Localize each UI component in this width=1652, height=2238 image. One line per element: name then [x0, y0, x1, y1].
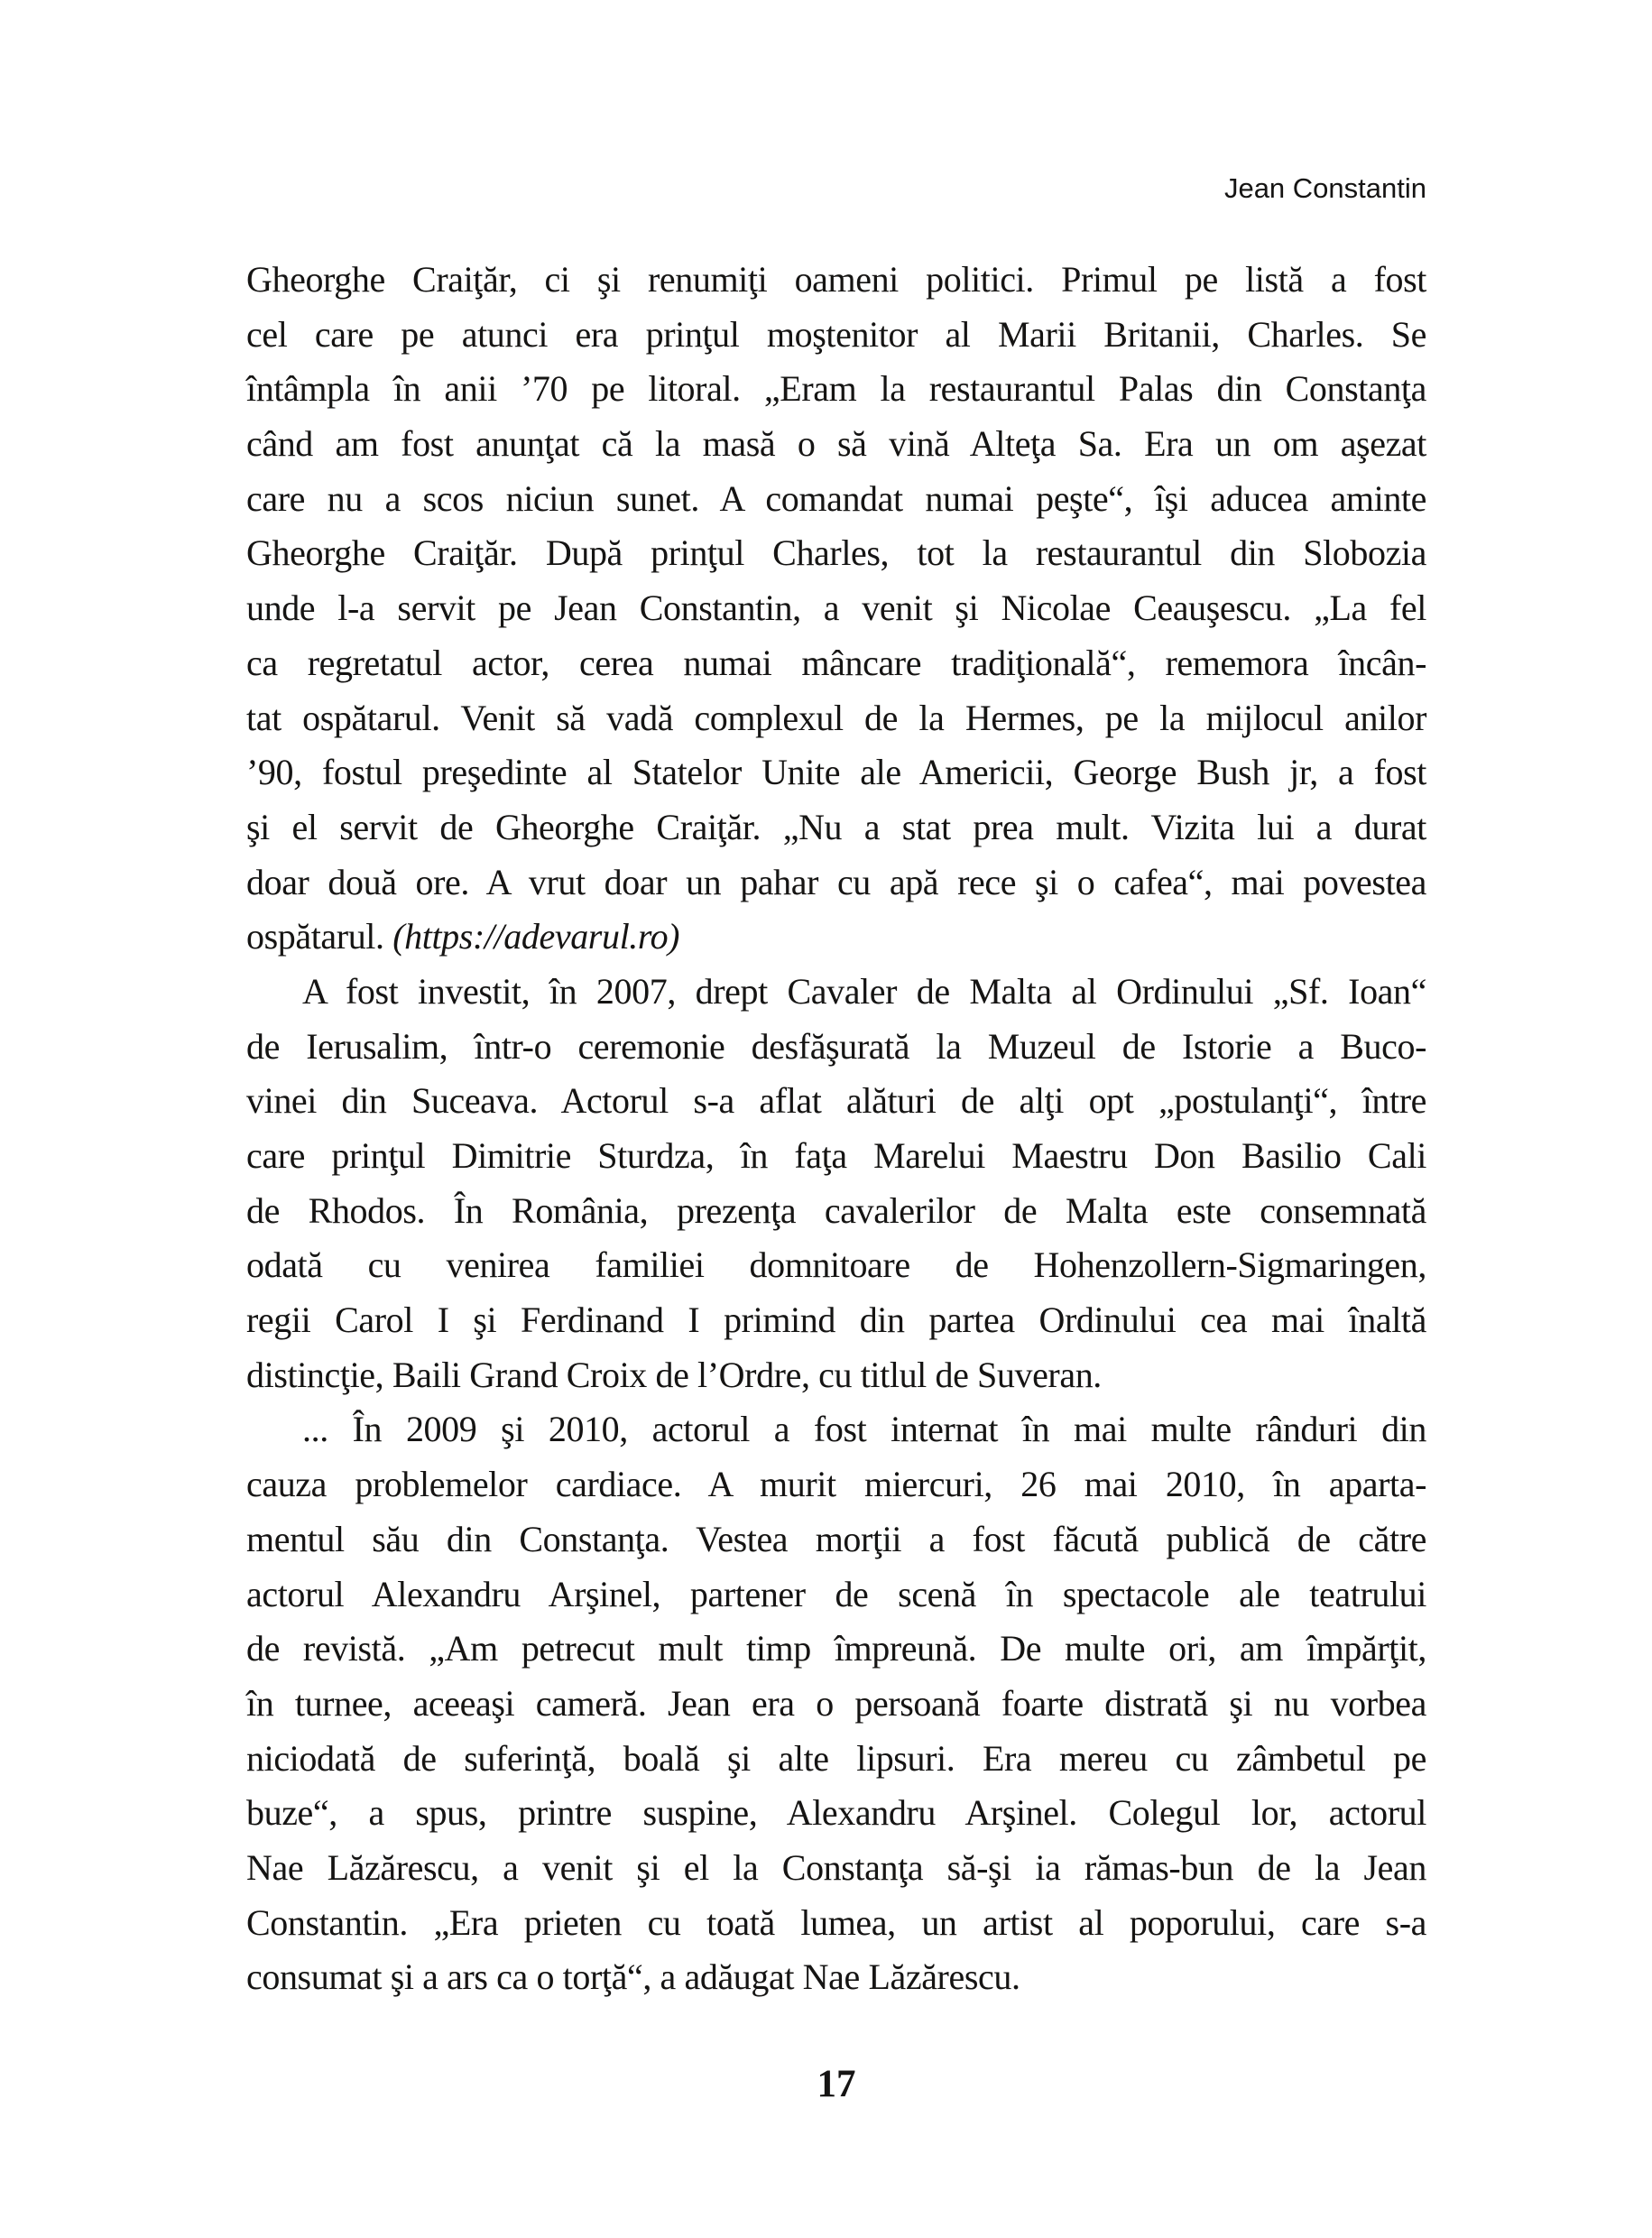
text-line: şi el servit de Gheorghe Craiţăr. „Nu a stat prea mult. Vizita lui a durat [246, 806, 1426, 847]
text-line: actorul Alexandru Arşinel, partener de scenă în spectacole ale teatrului [246, 1573, 1426, 1614]
text-line: distincţie, Baili Grand Croix de l’Ordre, cu titlul de Suveran. [246, 1354, 1102, 1395]
source-url-text: (https://adevarul.ro) [392, 916, 680, 957]
text-line: ... În 2009 şi 2010, actorul a fost internat în mai multe rânduri din [302, 1409, 1426, 1450]
page-number: 17 [817, 2063, 856, 2105]
text-line: de Ierusalim, într-o ceremonie desfăşurată la Muzeul de Istorie a Buco- [246, 1025, 1426, 1067]
text-line: cel care pe atunci era prinţul moştenitor al Marii Britanii, Charles. Se [246, 313, 1426, 355]
text-line: Nae Lăzărescu, a venit şi el la Constanţa să-şi ia rămas-bun de la Jean [246, 1846, 1426, 1888]
text-line: Gheorghe Craiţăr, ci şi renumiţi oameni politici. Primul pe listă a fost [246, 259, 1426, 300]
text-line: ’90, fostul preşedinte al Statelor Unite ale Americii, George Bush jr, a fost [246, 752, 1426, 793]
text-line-prefix: ospătarul. [246, 916, 393, 957]
text-line: tat ospătarul. Venit să vadă complexul de la Hermes, pe la mijlocul anilor [246, 697, 1426, 738]
text-line: consumat şi a ars ca o torţă“, a adăugat Nae Lăzărescu. [246, 1956, 1020, 1998]
text-line: care nu a scos niciun sunet. A comandat numai peşte“, îşi aducea aminte [246, 477, 1426, 519]
text-line: în turnee, aceeaşi cameră. Jean era o persoană foarte distrată şi nu vorbea [246, 1682, 1426, 1724]
text-line: niciodată de suferinţă, boală şi alte lipsuri. Era mereu cu zâmbetul pe [246, 1737, 1426, 1779]
running-header: Jean Constantin [1223, 172, 1426, 204]
text-line: întâmpla în anii ’70 pe litoral. „Eram la restaurantul Palas din Constanţa [246, 368, 1426, 410]
text-line: Gheorghe Craiţăr. După prinţul Charles, tot la restaurantul din Slobozia [246, 532, 1426, 574]
body-text [246, 253, 1426, 2005]
text-line: când am fost anunţat că la masă o să vină Alteţa Sa. Era un om aşezat [246, 423, 1426, 465]
text-line: doar două ore. A vrut doar un pahar cu apă rece şi o cafea“, mai povestea [246, 861, 1426, 902]
text-line [246, 910, 1426, 965]
text-line: ca regretatul actor, cerea numai mâncare tradiţională“, rememora încân- [246, 642, 1426, 683]
text-line: A fost investit, în 2007, drept Cavaler de Malta al Ordinului „Sf. Ioan“ [302, 970, 1426, 1012]
text-line: buze“, a spus, printre suspine, Alexandru Arşinel. Colegul lor, actorul [246, 1792, 1426, 1834]
text-line: unde l-a servit pe Jean Constantin, a venit şi Nicolae Ceauşescu. „La fel [246, 587, 1426, 629]
text-line: vinei din Suceava. Actorul s-a aflat alături de alţi opt „postulanţi“, între [246, 1080, 1426, 1122]
text-line: cauza problemelor cardiace. A murit miercuri, 26 mai 2010, în aparta- [246, 1464, 1426, 1505]
text-line: care prinţul Dimitrie Sturdza, în faţa Marelui Maestru Don Basilio Cali [246, 1135, 1426, 1176]
text-line: regii Carol I şi Ferdinand I primind din partea Ordinului cea mai înaltă [246, 1299, 1426, 1341]
text-line: odată cu venirea familiei domnitoare de Hohenzollern-Sigmaringen, [246, 1244, 1426, 1286]
text-line: Constantin. „Era prieten cu toată lumea, un artist al poporului, care s-a [246, 1901, 1426, 1943]
text-line: mentul său din Constanţa. Vestea morţii a fost făcută publică de către [246, 1518, 1426, 1559]
text-line: de revistă. „Am petrecut mult timp împreună. De multe ori, am împărţit, [246, 1628, 1426, 1669]
text-line: de Rhodos. În România, prezenţa cavalerilor de Malta este consemnată [246, 1189, 1426, 1231]
